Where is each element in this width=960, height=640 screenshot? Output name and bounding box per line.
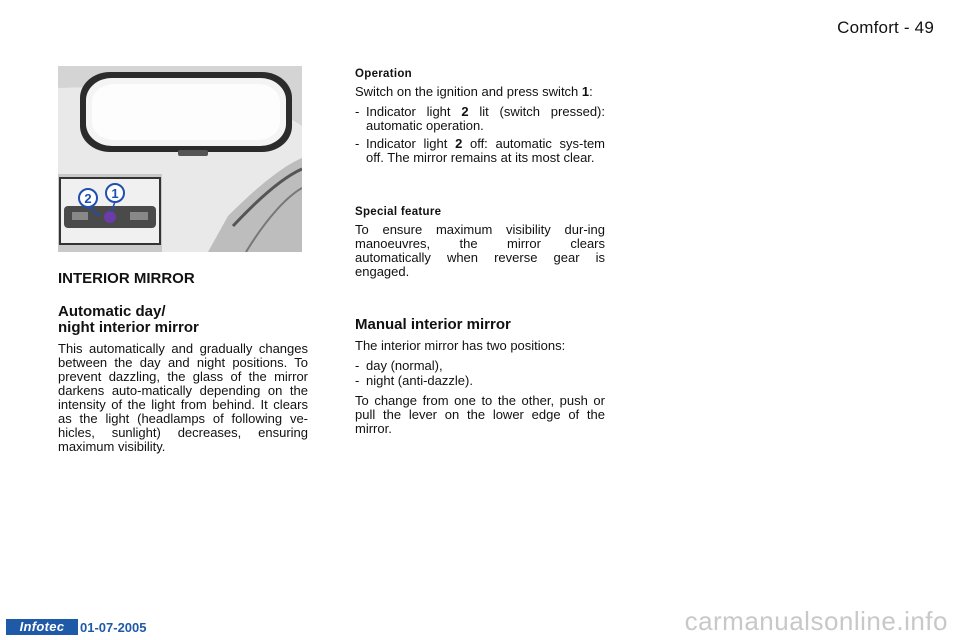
manual-mirror-intro: The interior mirror has two positions:	[355, 338, 566, 353]
infotec-logo: Infotec	[6, 619, 78, 635]
manual-mirror-heading: Manual interior mirror	[355, 316, 511, 333]
operation-item: - Indicator light 2 off: automatic sys-tem off. The mirror remains at its most clear.	[355, 136, 606, 165]
subtitle-line-1: Automatic day/	[58, 303, 166, 320]
manual-item: - day (normal),	[355, 358, 443, 373]
special-feature-body: To ensure maximum visibility dur-ing manoeuvres, the mirror clears automatically when reverse gear is engaged.	[355, 222, 605, 279]
watermark: carmanualsonline.info	[684, 606, 948, 636]
left-column	[58, 272, 308, 460]
manual-mirror-outro: To change from one to the other, push or pull the lever on the lower edge of the mirror.	[355, 393, 605, 436]
right-column	[355, 67, 605, 442]
operation-item: - Indicator light 2 lit (switch pressed): automatic operation.	[355, 104, 605, 133]
manual-item: - night (anti-dazzle).	[355, 373, 473, 388]
special-feature-heading: Special feature	[355, 206, 442, 218]
subtitle-line-2: night interior mirror	[58, 319, 199, 336]
automatic-mirror-body: This automatically and gradually changes between the day and night positions. To prevent dazzling, the glass of the mirror darkens auto-matically depending on the intensity of the light from behind. It clears as the light (headlamps of following ve-hicles, sunlight) decreases, ensuring maximum visibility.	[58, 341, 308, 454]
edition-date: 01-07-2005	[80, 620, 147, 635]
callout-1: 1	[111, 186, 119, 201]
operation-intro: Switch on the ignition and press switch 1:	[355, 84, 593, 99]
interior-mirror-illustration	[58, 66, 302, 252]
operation-heading: Operation	[355, 68, 413, 80]
section-title: INTERIOR MIRROR	[58, 270, 195, 287]
page-header: Comfort - 49	[837, 18, 934, 37]
callout-2: 2	[84, 191, 92, 206]
